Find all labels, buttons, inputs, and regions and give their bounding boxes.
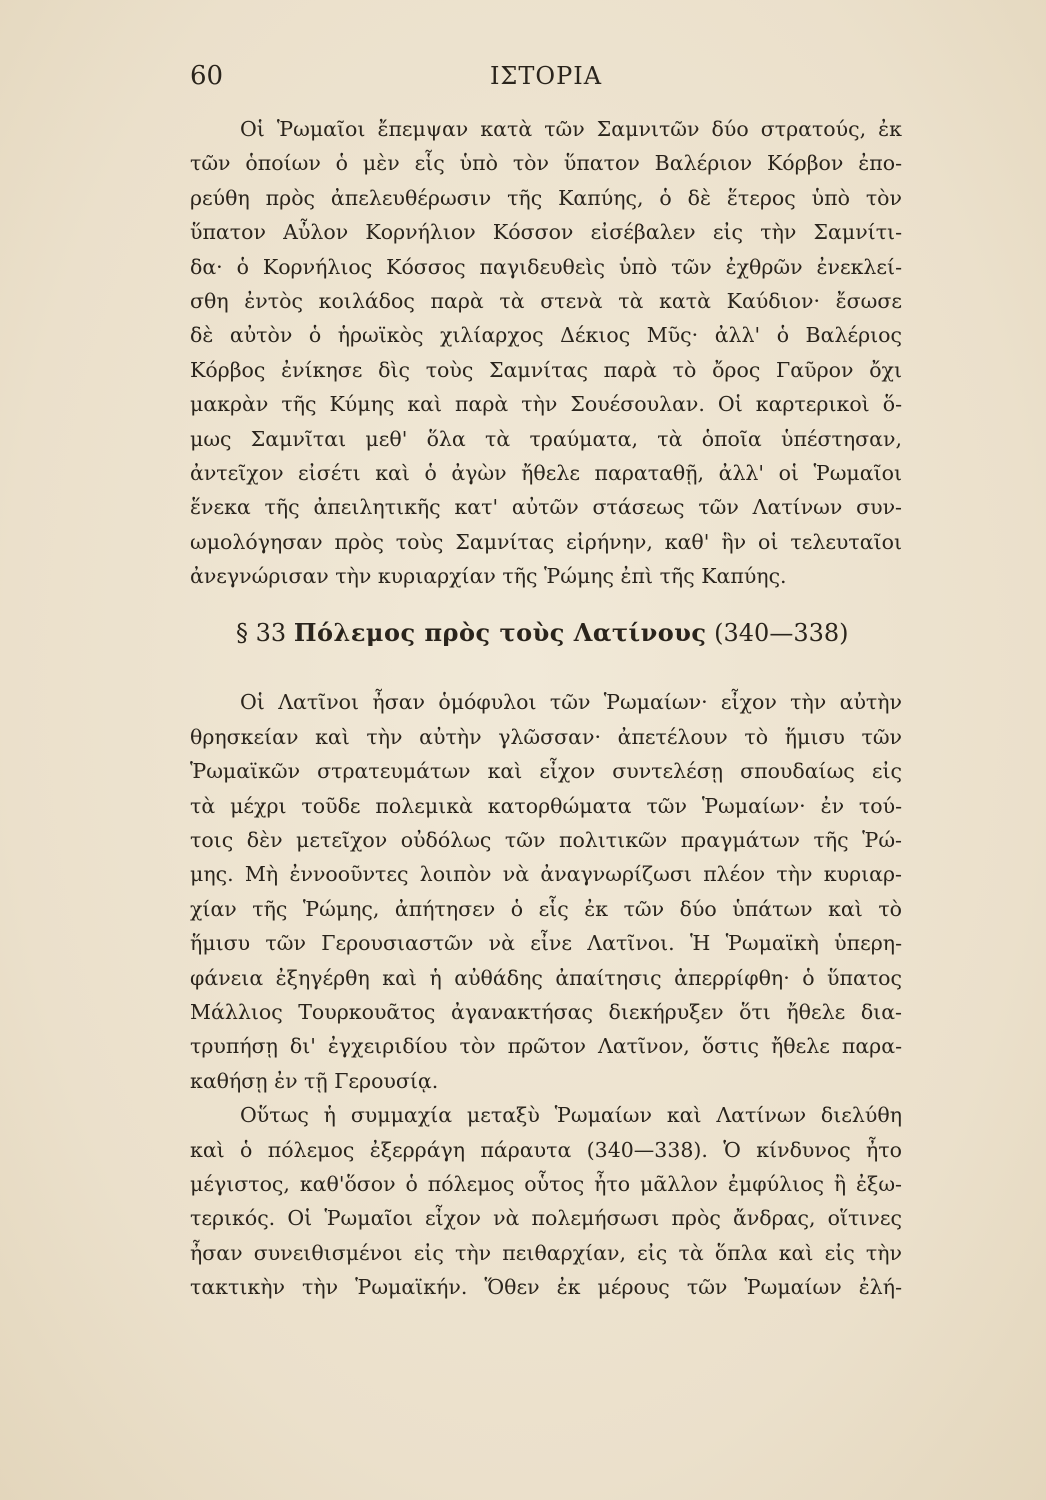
text-line: ὕπατον Αὖλον Κορνήλιον Κόσσον εἰσέβαλεν εἰς τὴν Σαμνίτι-	[190, 220, 902, 245]
paragraph-3	[190, 1098, 902, 1304]
text-line: ἥμισυ τῶν Γερουσιαστῶν νὰ εἶνε Λατῖνοι. Ἡ Ῥωμαϊκὴ ὑπερη-	[190, 931, 902, 956]
text-line: Ῥωμαϊκῶν στρατευμάτων καὶ εἶχον συντελέσῃ σπουδαίως εἰς	[190, 759, 902, 784]
text-line: Μάλλιος Τουρκουᾶτος ἀγανακτήσας διεκήρυξεν ὅτι ἤθελε δια-	[190, 999, 902, 1024]
paragraph-1	[190, 112, 902, 593]
text-line: τερικός. Οἱ Ῥωμαῖοι εἶχον νὰ πολεμήσωσι πρὸς ἄνδρας, οἵτινες	[190, 1206, 902, 1231]
text-line: ωμολόγησαν πρὸς τοὺς Σαμνίτας εἰρήνην, καθ' ἣν οἱ τελευταῖοι	[190, 529, 902, 554]
text-line: ρεύθη πρὸς ἀπελευθέρωσιν τῆς Καπύης, ὁ δὲ ἕτερος ὑπὸ τὸν	[190, 185, 902, 210]
text-line: ἦσαν συνειθισμένοι εἰς τὴν πειθαρχίαν, εἰς τὰ ὅπλα καὶ εἰς τὴν	[190, 1240, 902, 1265]
text-line: τὰ μέχρι τοῦδε πολεμικὰ κατορθώματα τῶν Ῥωμαίων· ἐν τού-	[190, 793, 902, 818]
section-years: (340—338)	[714, 619, 849, 648]
text-line: ἀντεῖχον εἰσέτι καὶ ὁ ἀγὼν ἤθελε παραταθῇ, ἀλλ' οἱ Ῥωμαῖοι	[190, 460, 902, 485]
text-line: δα· ὁ Κορνήλιος Κόσσος παγιδευθεὶς ὑπὸ τῶν ἐχθρῶν ἐνεκλεί-	[190, 254, 902, 279]
text-line: μακρὰν τῆς Κύμης καὶ παρὰ τὴν Σουέσουλαν. Οἱ καρτερικοὶ ὅ-	[190, 392, 902, 417]
text-line: καὶ ὁ πόλεμος ἐξερράγη πάραυτα (340—338). Ὁ κίνδυνος ἦτο	[190, 1137, 902, 1162]
text-line: ἀνεγνώρισαν τὴν κυριαρχίαν τῆς Ῥώμης ἐπὶ τῆς Καπύης.	[190, 564, 787, 589]
text-line: καθήσῃ ἐν τῇ Γερουσίᾳ.	[190, 1068, 439, 1093]
text-line: τακτικὴν τὴν Ῥωμαϊκήν. Ὅθεν ἐκ μέρους τῶν Ῥωμαίων ἐλή-	[190, 1275, 902, 1300]
text-line: Οἱ Λατῖνοι ἦσαν ὁμόφυλοι τῶν Ῥωμαίων· εἶχον τὴν αὐτὴν	[240, 690, 902, 715]
section-heading	[190, 605, 902, 661]
text-line: τῶν ὁποίων ὁ μὲν εἷς ὑπὸ τὸν ὕπατον Βαλέριον Κόρβον ἐπο-	[190, 151, 902, 176]
text-line: τρυπήσῃ δι' ἐγχειριδίου τὸν πρῶτον Λατῖνον, ὅστις ἤθελε παρα-	[190, 1034, 902, 1059]
section-title: Πόλεμος πρὸς τοὺς Λατίνους	[293, 618, 707, 648]
text-line: μέγιστος, καθ'ὅσον ὁ πόλεμος οὗτος ἦτο μᾶλλον ἐμφύλιος ἢ ἐξω-	[190, 1171, 902, 1196]
page-header	[190, 56, 902, 96]
section-number: § 33	[236, 619, 287, 648]
text-line: Οὕτως ἡ συμμαχία μεταξὺ Ῥωμαίων καὶ Λατίνων διελύθη	[240, 1103, 902, 1128]
text-line: ἕνεκα τῆς ἀπειλητικῆς κατ' αὐτῶν στάσεως τῶν Λατίνων συν-	[190, 495, 902, 520]
paragraph-2	[190, 685, 902, 1098]
text-line: τοις δὲν μετεῖχον οὐδόλως τῶν πολιτικῶν πραγμάτων τῆς Ῥώ-	[190, 828, 902, 853]
text-line: μης. Μὴ ἐννοοῦντες λοιπὸν νὰ ἀναγνωρίζωσι πλέον τὴν κυριαρ-	[190, 862, 902, 887]
text-line: σθη ἐντὸς κοιλάδος παρὰ τὰ στενὰ τὰ κατὰ Καύδιον· ἔσωσε	[190, 288, 902, 313]
text-line: Κόρβος ἐνίκησε δὶς τοὺς Σαμνίτας παρὰ τὸ ὄρος Γαῦρον ὄχι	[190, 357, 902, 382]
page-number: 60	[190, 61, 224, 91]
text-line: δὲ αὐτὸν ὁ ἡρωϊκὸς χιλίαρχος Δέκιος Μῦς· ἀλλ' ὁ Βαλέριος	[190, 323, 902, 348]
running-title: ΙΣΤΟΡΙΑ	[489, 62, 603, 90]
text-line: Οἱ Ῥωμαῖοι ἔπεμψαν κατὰ τῶν Σαμνιτῶν δύο στρατούς, ἐκ	[240, 117, 902, 141]
text-line: φάνεια ἐξηγέρθη καὶ ἡ αὐθάδης ἀπαίτησις ἀπερρίφθη· ὁ ὕπατος	[190, 965, 902, 990]
body-text	[190, 112, 902, 1305]
text-line: θρησκείαν καὶ τὴν αὐτὴν γλῶσσαν· ἀπετέλουν τὸ ἥμισυ τῶν	[190, 724, 902, 749]
text-line: χίαν τῆς Ῥώμης, ἀπήτησεν ὁ εἷς ἐκ τῶν δύο ὑπάτων καὶ τὸ	[190, 896, 902, 921]
text-line: μως Σαμνῖται μεθ' ὅλα τὰ τραύματα, τὰ ὁποῖα ὑπέστησαν,	[190, 426, 902, 451]
